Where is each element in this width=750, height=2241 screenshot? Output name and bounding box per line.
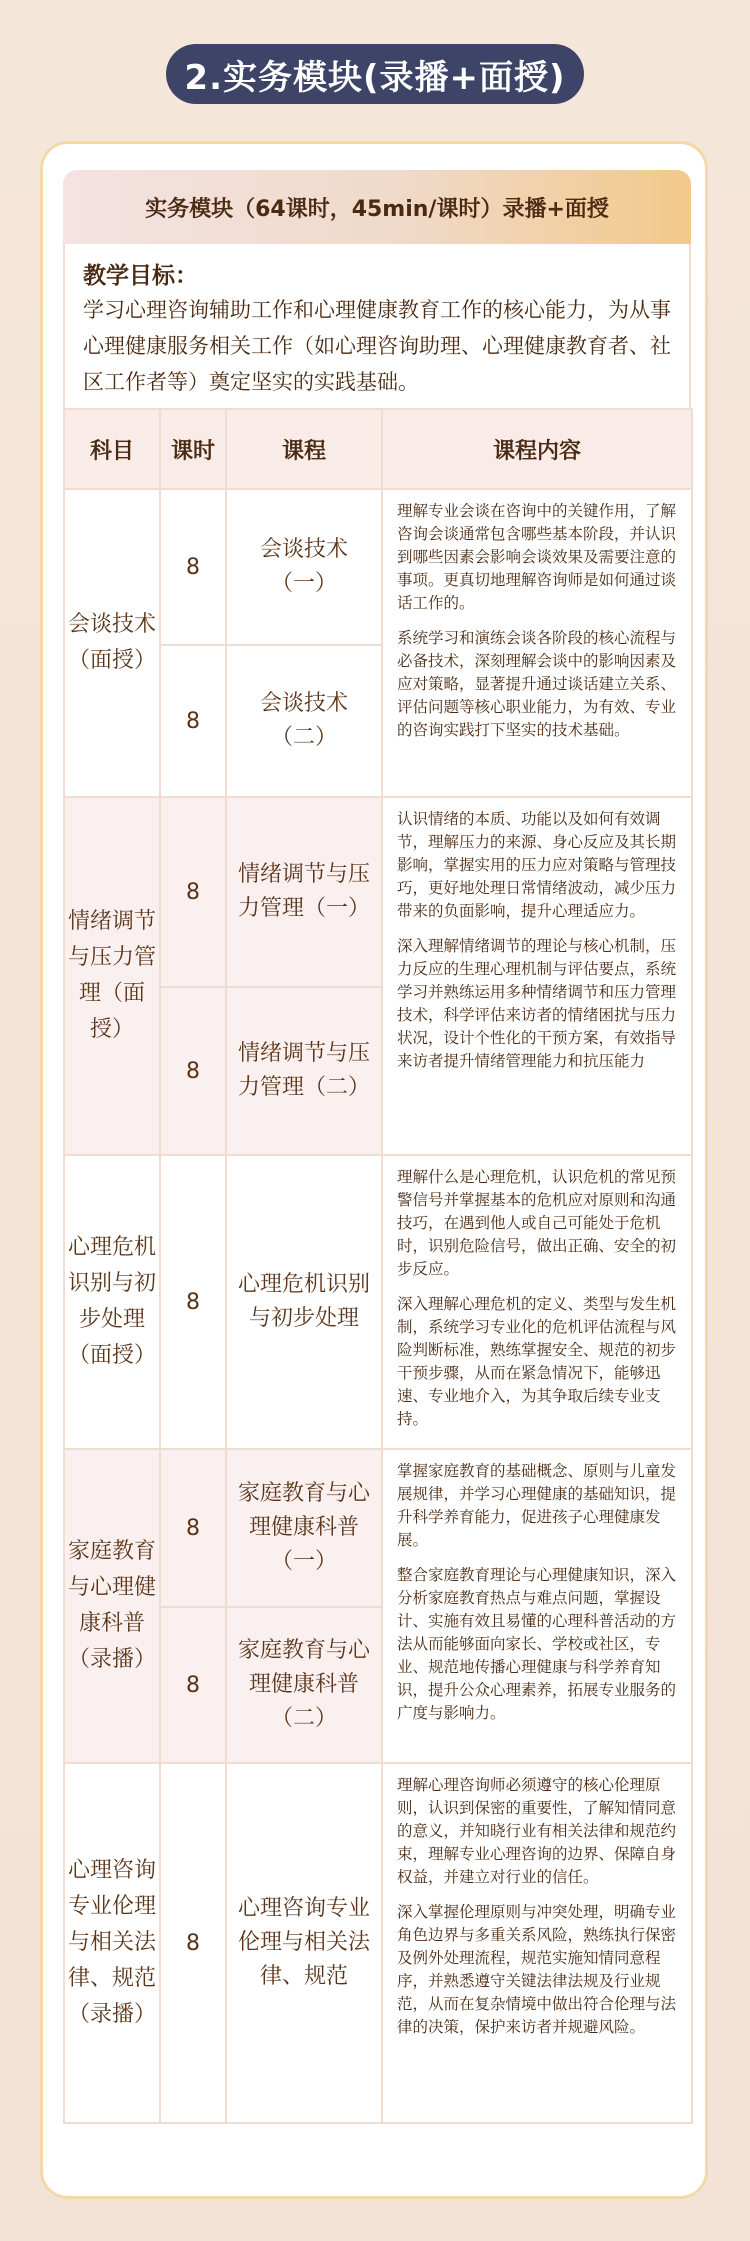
table-row <box>64 1763 692 2123</box>
subject-cell: 心理危机识别与初步处理（面授） <box>64 1155 160 1449</box>
content-cell <box>382 797 692 1155</box>
course-table <box>63 408 693 2124</box>
content-paragraph: 理解心理咨询师必须遵守的核心伦理原则，认识到保密的重要性，了解知情同意的意义，并知晓行业有相关法律和规范约束，理解专业心理咨询的边界、保障自身权益，并建立对行业的信任。 <box>397 1776 677 1886</box>
header-hours: 课时 <box>160 409 226 489</box>
header-course: 课程 <box>226 409 382 489</box>
hours-cell: 8 <box>160 1155 226 1449</box>
content-paragraph: 掌握家庭教育的基础概念、原则与儿童发展规律，并学习心理健康的基础知识，提升科学养育能力，促进孩子心理健康发展。 <box>397 1462 677 1549</box>
goal-text: 学习心理咨询辅助工作和心理健康教育工作的核心能力，为从事心理健康服务相关工作（如心理咨询助理、心理健康教育者、社区工作者等）奠定坚实的实践基础。 <box>83 298 671 394</box>
teaching-goal <box>63 244 691 408</box>
header-subject: 科目 <box>64 409 160 489</box>
table-row <box>64 489 692 645</box>
course-cell: 会谈技术（二） <box>226 645 382 797</box>
hours-cell: 8 <box>160 797 226 987</box>
hours-cell: 8 <box>160 489 226 645</box>
content-cell <box>382 489 692 797</box>
hours-cell: 8 <box>160 1763 226 2123</box>
module-header: 实务模块（64课时，45min/课时）录播+面授 <box>63 170 691 244</box>
hours-cell: 8 <box>160 987 226 1155</box>
subject-cell: 会谈技术（面授） <box>64 489 160 797</box>
content-paragraph: 理解什么是心理危机，认识危机的常见预警信号并掌握基本的危机应对原则和沟通技巧，在遇到他人或自己可能处于危机时，识别危险信号，做出正确、安全的初步反应。 <box>397 1168 677 1278</box>
hours-cell: 8 <box>160 1607 226 1763</box>
content-paragraph: 认识情绪的本质、功能以及如何有效调节，理解压力的来源、身心反应及其长期影响，掌握实用的压力应对策略与管理技巧，更好地处理日常情绪波动，减少压力带来的负面影响，提升心理适应力。 <box>397 810 677 920</box>
course-cell: 会谈技术（一） <box>226 489 382 645</box>
course-cell: 情绪调节与压力管理（二） <box>226 987 382 1155</box>
content-paragraph: 深入理解情绪调节的理论与核心机制，压力反应的生理心理机制与评估要点，系统学习并熟练运用多种情绪调节和压力管理技术，科学评估来访者的情绪困扰与压力状况，设计个性化的干预方案，有效指导来访者提升情绪管理能力和抗压能力 <box>397 937 677 1070</box>
goal-title: 教学目标： <box>83 263 198 289</box>
course-cell: 心理咨询专业伦理与相关法律、规范 <box>226 1763 382 2123</box>
content-paragraph: 深入理解心理危机的定义、类型与发生机制，系统学习专业化的危机评估流程与风险判断标准，熟练掌握安全、规范的初步干预步骤，从而在紧急情况下，能够迅速、专业地介入，为其争取后续专业支持。 <box>397 1295 677 1428</box>
subject-cell: 家庭教育与心理健康科普（录播） <box>64 1449 160 1763</box>
page-title: 2.实务模块(录播+面授) <box>166 44 584 104</box>
content-cell <box>382 1449 692 1763</box>
subject-cell: 心理咨询专业伦理与相关法律、规范（录播） <box>64 1763 160 2123</box>
content-cell <box>382 1763 692 2123</box>
hours-cell: 8 <box>160 1449 226 1607</box>
content-paragraph: 整合家庭教育理论与心理健康知识，深入分析家庭教育热点与难点问题，掌握设计、实施有效且易懂的心理科普活动的方法从而能够面向家长、学校或社区，专业、规范地传播心理健康与科学养育知识，提升公众心理素养，拓展专业服务的广度与影响力。 <box>397 1566 677 1722</box>
hours-cell: 8 <box>160 645 226 797</box>
header-content: 课程内容 <box>382 409 692 489</box>
module-card <box>40 141 708 2199</box>
subject-cell: 情绪调节与压力管理（面授） <box>64 797 160 1155</box>
course-cell: 心理危机识别与初步处理 <box>226 1155 382 1449</box>
course-cell: 家庭教育与心理健康科普（二） <box>226 1607 382 1763</box>
course-cell: 家庭教育与心理健康科普（一） <box>226 1449 382 1607</box>
table-row <box>64 1449 692 1607</box>
content-paragraph: 深入掌握伦理原则与冲突处理，明确专业角色边界与多重关系风险，熟练执行保密及例外处理流程，规范实施知情同意程序，并熟悉遵守关键法律法规及行业规范，从而在复杂情境中做出符合伦理与法律的决策，保护来访者并规避风险。 <box>397 1903 677 2036</box>
table-row <box>64 1155 692 1449</box>
course-cell: 情绪调节与压力管理（一） <box>226 797 382 987</box>
content-paragraph: 系统学习和演练会谈各阶段的核心流程与必备技术，深刻理解会谈中的影响因素及应对策略，显著提升通过谈话建立关系、评估问题等核心职业能力，为有效、专业的咨询实践打下坚实的技术基础。 <box>397 629 677 739</box>
content-paragraph: 理解专业会谈在咨询中的关键作用，了解咨询会谈通常包含哪些基本阶段，并认识到哪些因素会影响会谈效果及需要注意的事项。更真切地理解咨询师是如何通过谈话工作的。 <box>397 502 677 612</box>
content-cell <box>382 1155 692 1449</box>
table-row <box>64 797 692 987</box>
